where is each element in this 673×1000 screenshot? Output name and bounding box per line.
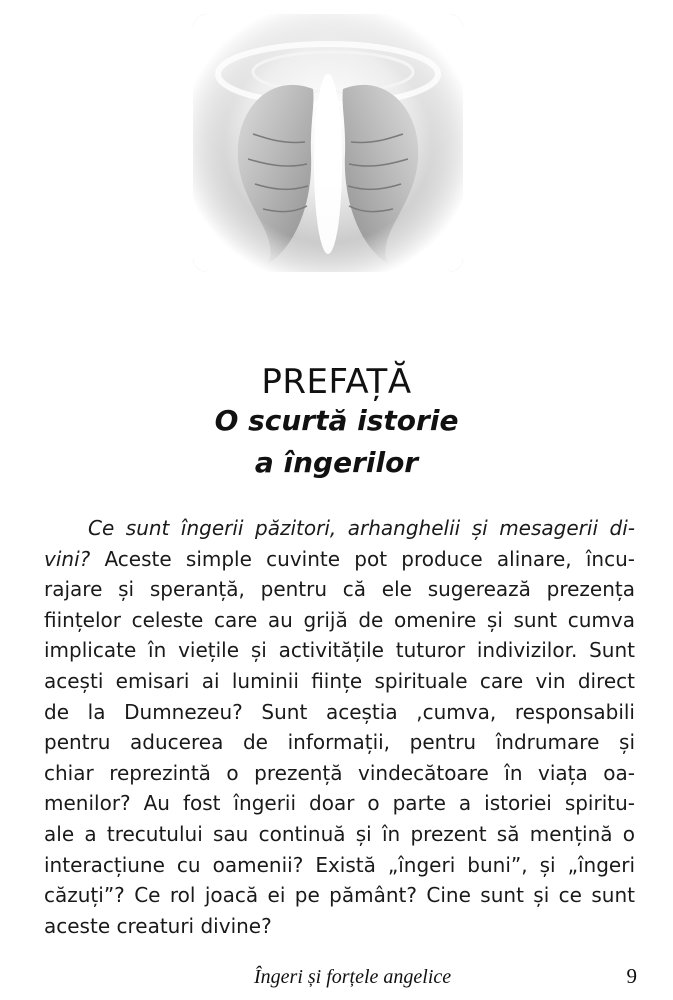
preface-paragraph	[44, 513, 635, 941]
paragraph-line: Ce sunt îngerii păzitori, arhanghelii și mesagerii di-	[88, 516, 635, 540]
paragraph-line: chiar reprezintă o prezență vindecătoare în viața oa-	[44, 760, 635, 785]
paragraph-line: menilor? Au fost îngerii doar o parte a istoriei spiritu-	[44, 791, 635, 816]
paragraph-line: interacțiune cu oamenii? Există „îngeri buni”, și „îngeri	[44, 852, 635, 877]
page-number: 9	[626, 964, 637, 988]
paragraph-line: pentru aducerea de informații, pentru îndrumare și	[44, 730, 635, 755]
paragraph-line: rajare și speranță, pentru că ele sugerează prezența	[44, 577, 635, 602]
angel-wings-illustration	[193, 14, 463, 272]
paragraph-line: vini? Aceste simple cuvinte pot produce alinare, încu-	[44, 546, 635, 571]
paragraph-line: de la Dumnezeu? Sunt aceștia ,cumva, responsabili	[44, 699, 635, 724]
paragraph-line: ale a trecutului sau continuă și în prezent să mențină o	[44, 821, 635, 846]
running-footer-title: Îngeri și forțele angelice	[254, 966, 452, 988]
paragraph-line: acești emisari ai luminii ființe spirituale care vin direct	[44, 668, 635, 693]
paragraph-line: aceste creaturi divine?	[44, 913, 272, 938]
page-title: PREFAȚĂ	[261, 362, 412, 402]
subtitle-line-1: O scurtă istorie	[214, 404, 459, 437]
paragraph-line: căzuți”? Ce rol joacă ei pe pământ? Cine sunt și ce sunt	[44, 883, 635, 908]
paragraph-line: ființelor celeste care au grijă de omenire și sunt cumva	[44, 607, 635, 632]
subtitle-line-2: a îngerilor	[254, 446, 419, 479]
paragraph-line: implicate în viețile și activitățile tuturor indivizilor. Sunt	[44, 638, 635, 663]
